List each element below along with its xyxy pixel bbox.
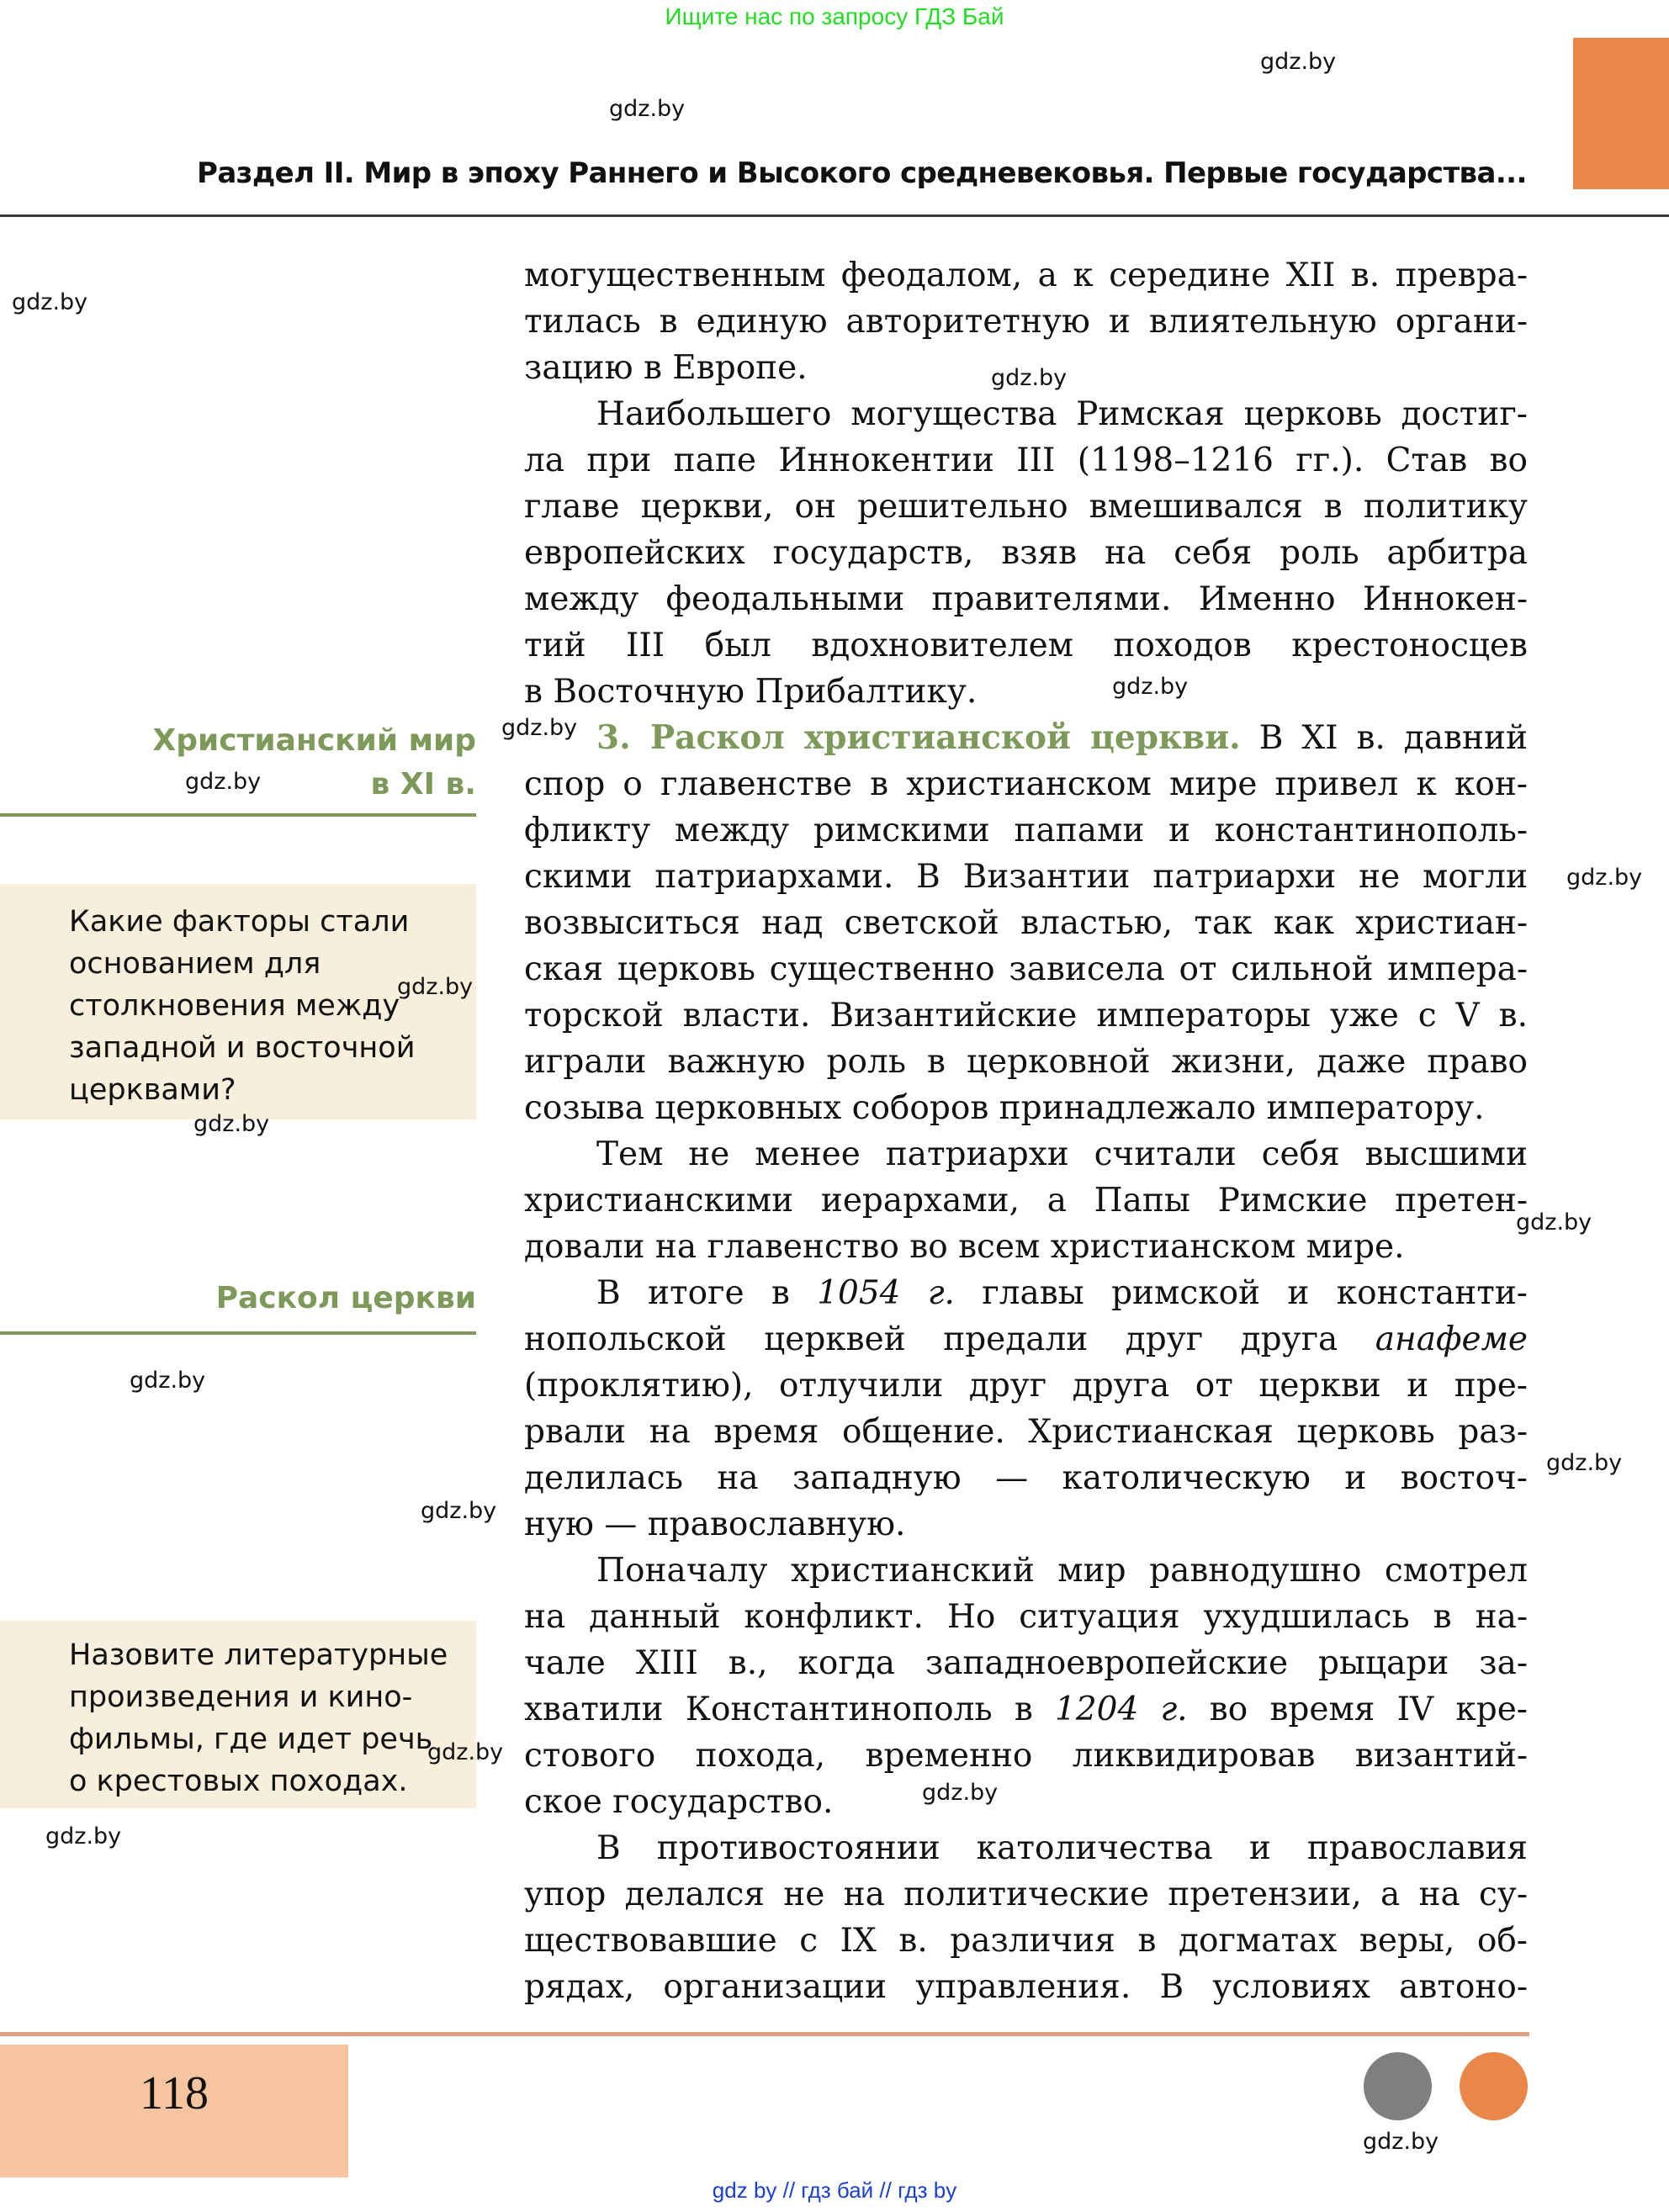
watermark: gdz.by — [193, 1111, 270, 1137]
watermark: gdz.by — [185, 769, 262, 795]
watermark: gdz.by — [609, 96, 686, 122]
body-text — [524, 252, 1528, 2010]
watermark: gdz.by — [991, 365, 1068, 391]
section-heading-schism: 3. Раскол христианской церкви. — [596, 718, 1241, 757]
gray-dot-icon — [1364, 2052, 1432, 2120]
paragraph: Наибольшего могущества Римская церковь достиг- ла при папе Иннокентии III (1198–1216 гг.). Став во главе церкви, он решительно вмешивался в политику европейских государств, взяв на себя роль арбитра между феодальными правителями. Именно Иннокен- тий III был вдохновителем походов крестоносцев в Восточную Прибалтику. — [524, 395, 1528, 711]
paragraph: могущественным феодалом, а к середине XII в. превра- тилась в единую авторитетную и влиятельную органи- зацию в Европе. — [524, 257, 1528, 387]
question-box-1: Какие факторы стали основанием для столкновения между западной и восточной церквами? — [0, 884, 476, 1119]
watermark: gdz.by — [427, 1739, 504, 1765]
watermark: gdz.by — [397, 974, 474, 1000]
paragraph: Поначалу христианский мир равнодушно смотрел на данный конфликт. Но ситуация ухудшилась в на- чале XIII в., когда западноевропейские рыцари за- хватили Константинополь в 1204 г. во время IV кре- стового похода, временно ликвидировав византий- ское государство. — [524, 1552, 1528, 1821]
page-number: 118 — [140, 2067, 209, 2119]
section-title: Раздел II. Мир в эпоху Раннего и Высокого средневековья. Первые государства... — [197, 156, 1527, 190]
watermark: gdz.by — [1566, 865, 1643, 891]
question-box-2: Назовите литературные произведения и кино- фильмы, где идет речь о крестовых походах. — [0, 1621, 476, 1808]
watermark: gdz.by — [45, 1823, 122, 1850]
paragraph: В итоге в 1054 г. главы римской и константи- нопольской церквей предали друг друга анафеме (проклятию), отлучили друг друга от церкви и пре- рвали на время общение. Христианская церковь раз- делилась на западную — католическую и восточ- ную — православную. — [524, 1274, 1528, 1543]
watermark: gdz.by — [1516, 1209, 1592, 1236]
paragraph: Тем не менее патриархи считали себя высшими христианскими иерархами, а Папы Римские претен- довали на главенство во всем христианском мире. — [524, 1135, 1528, 1266]
paragraph: В противостоянии католичества и православия упор делался не на политические претензии, а на су- ществовавшие с IX в. различия в догматах веры, об- рядах, организации управления. В условиях автоно- — [524, 1829, 1528, 2006]
sidebar-heading-christian-world: Христианский мир в XI в. — [152, 723, 476, 802]
sidebar-heading-rule — [0, 1331, 476, 1335]
sidebar-heading-rule — [0, 813, 476, 817]
watermark: gdz.by — [1112, 674, 1189, 700]
paragraph-schism: 3. Раскол христианской церкви. В XI в. давний спор о главенстве в христианском мире привел к кон- фликту между римскими папами и константинополь- скими патриархами. В Византии патриархи не могли возвыситься над светской властью, так как христиан- ская церковь существенно зависела от сильной импера- торской власти. Византийские императоры уже с V в. играли важную роль в церковной жизни, даже право созыва церковных соборов принадлежало императору. — [524, 718, 1528, 1127]
search-banner: Ищите нас по запросу ГДЗ Бай — [665, 3, 1004, 29]
header-divider — [0, 214, 1669, 217]
watermark: gdz.by — [130, 1368, 206, 1394]
watermark: gdz.by — [421, 1498, 497, 1524]
watermark: gdz.by — [1260, 49, 1337, 75]
footer-site-links[interactable]: gdz by // гдз бай // гдз by — [712, 2178, 957, 2203]
watermark: gdz.by — [922, 1780, 999, 1806]
page-number-box — [0, 2045, 348, 2178]
footer-divider — [0, 2032, 1529, 2036]
orange-dot-icon — [1460, 2052, 1528, 2120]
watermark: gdz.by — [1546, 1450, 1623, 1476]
section-color-tab — [1573, 38, 1669, 189]
watermark: gdz.by — [12, 289, 88, 315]
watermark: gdz.by — [1363, 2129, 1439, 2155]
sidebar-heading-schism: Раскол церкви — [215, 1281, 476, 1315]
watermark: gdz.by — [501, 715, 578, 741]
